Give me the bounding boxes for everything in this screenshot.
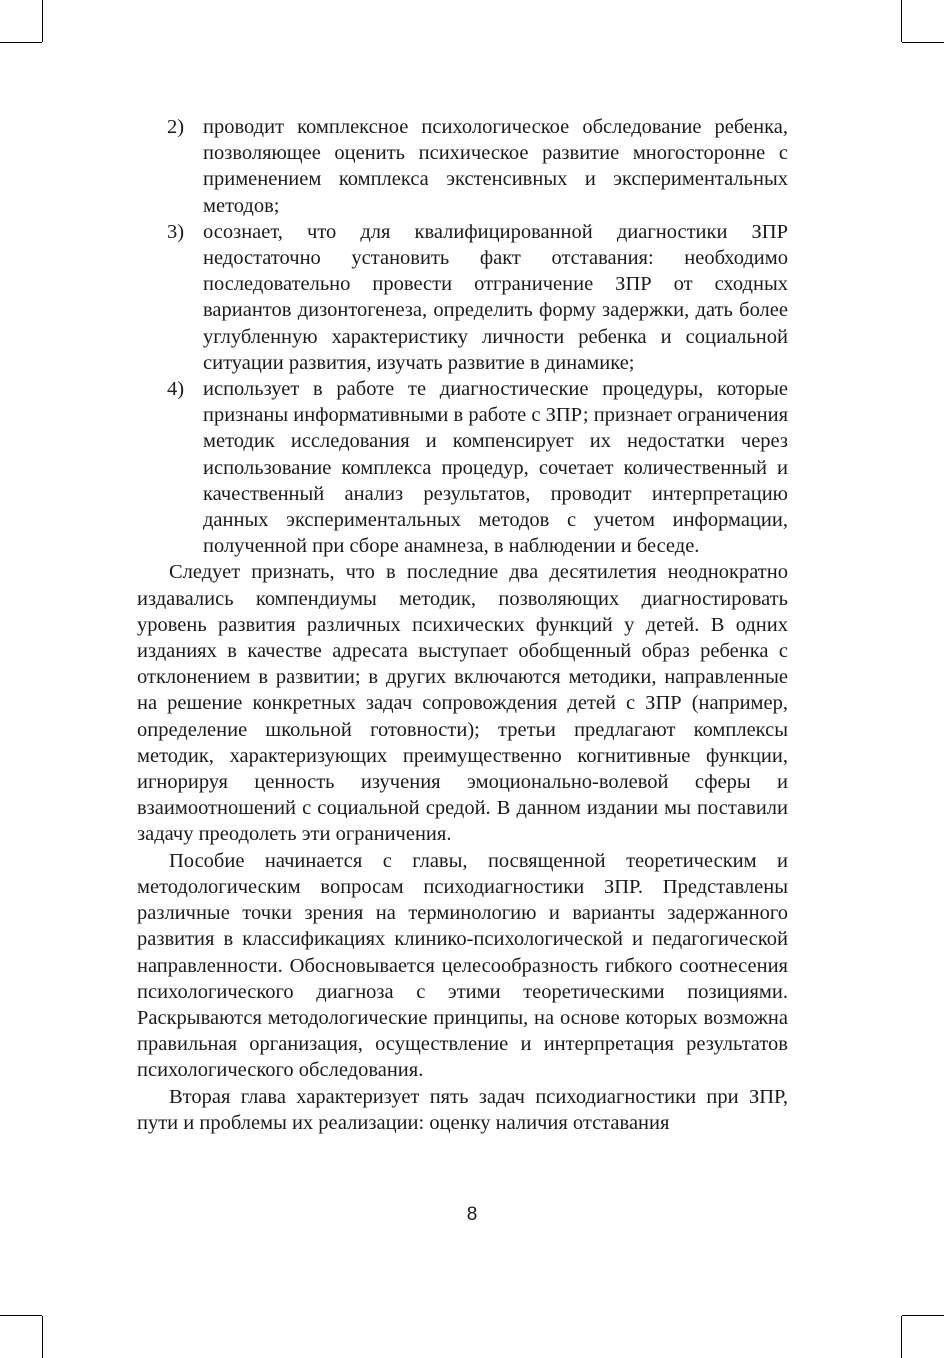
- paragraph: Вторая глава характеризует пять задач психодиагностики при ЗПР, пути и проблемы их реализации: оценку наличия отставания: [137, 1085, 788, 1134]
- crop-mark-bottom-right-v: [901, 1316, 902, 1358]
- paragraph: Пособие начинается с главы, посвященной теоретическим и методологическим вопросам психодиагностики ЗПР. Представлены различные точки зрения на терминологию и варианты задержанного развития в классификациях клинико-психологической и педагогической направленности. Обосновывается целесообразность гибкого соотнесения психологического диагноза с этими теоретическими позициями. Раскрываются методологические принципы, на основе которых возможна правильная организация, осуществление и интерпретация результатов психологического обследования.: [137, 849, 788, 1082]
- list-item: [137, 376, 788, 559]
- list-item: [137, 114, 788, 219]
- list-item-text: осознает, что для квалифицированной диагностики ЗПР недостаточно установить факт отставания: необходимо последовательно провести отграничение ЗПР от сходных вариантов дизонтогенеза, определить форму задержки, дать более углубленную характеристику личности ребенка и социальной ситуации развития, изучать развитие в динамике;: [203, 220, 788, 374]
- list-item-number: 3): [167, 220, 185, 243]
- crop-mark-top-right-h: [902, 42, 944, 43]
- crop-mark-top-right-v: [901, 0, 902, 42]
- crop-mark-bottom-left-h: [0, 1315, 42, 1316]
- page-body: [137, 114, 788, 1136]
- crop-mark-bottom-right-h: [902, 1315, 944, 1316]
- crop-mark-top-left-v: [42, 0, 43, 42]
- page-number: 8: [466, 1204, 478, 1225]
- list-item-text: использует в работе те диагностические процедуры, которые признаны информативными в работе с ЗПР; признает ограничения методик исследования и компенсирует их недостатки через использование комплекса процедур, сочетает количественный и качественный анализ результатов, проводит интерпретацию данных экспериментальных методов с учетом информации, полученной при сборе анамнеза, в наблюдении и беседе.: [203, 378, 788, 558]
- list-item-number: 4): [167, 378, 185, 401]
- crop-mark-top-left-h: [0, 42, 42, 43]
- list-item: [137, 219, 788, 376]
- paragraph: Следует признать, что в последние два десятилетия неоднократно издавались компендиумы методик, позволяющих диагностировать уровень развития различных психических функций у детей. В одних изданиях в качестве адресата выступает обобщенный образ ребенка с отклонением в развитии; в других включаются методики, направленные на решение конкретных задач сопровождения детей с ЗПР (например, определение школьной готовности); третьи предлагают комплексы методик, характеризующих преимущественно когнитивные функции, игнорируя ценность изучения эмоционально-волевой сферы и взаимоотношений с социальной средой. В данном издании мы поставили задачу преодолеть эти ограничения.: [137, 561, 788, 846]
- crop-mark-bottom-left-v: [42, 1316, 43, 1358]
- numbered-list: [137, 114, 788, 559]
- list-item-number: 2): [167, 116, 185, 138]
- list-item-text: проводит комплексное психологическое обследование ребенка, позволяющее оценить психическое развитие многосторонне с применением комплекса экстенсивных и экспериментальных методов;: [203, 116, 788, 217]
